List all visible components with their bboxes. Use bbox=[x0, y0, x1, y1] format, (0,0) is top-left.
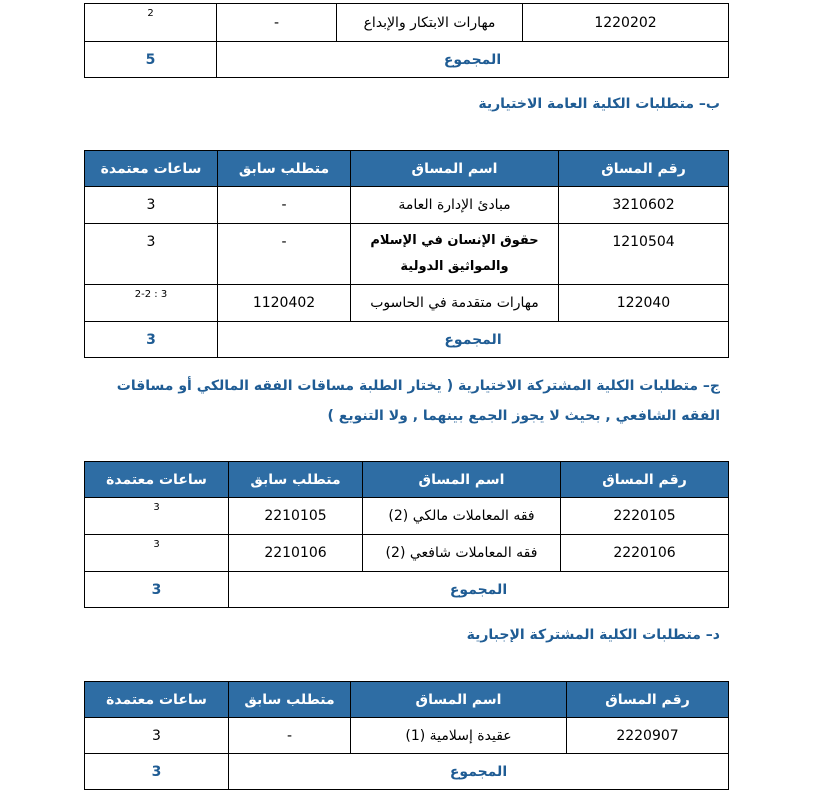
course-code: 2220907 bbox=[567, 718, 729, 754]
total-label: المجموع bbox=[217, 42, 729, 78]
total-label: المجموع bbox=[229, 572, 729, 608]
header-prerequisite: متطلب سابق bbox=[229, 462, 363, 498]
total-value: 3 bbox=[85, 754, 229, 790]
prerequisite: - bbox=[218, 187, 351, 224]
course-code: 1210504 bbox=[559, 224, 729, 285]
section-b-heading: ب– متطلبات الكلية العامة الاختيارية bbox=[478, 96, 720, 112]
total-value: 3 bbox=[85, 322, 218, 358]
credit-hours: 3 bbox=[85, 187, 218, 224]
course-name bbox=[351, 224, 559, 285]
credit-hours: 3 bbox=[85, 535, 229, 572]
section-d-heading: د– متطلبات الكلية المشتركة الإجبارية bbox=[466, 627, 720, 643]
course-code: 1220202 bbox=[523, 4, 729, 42]
total-label: المجموع bbox=[218, 322, 729, 358]
credit-hours: 3 bbox=[85, 718, 229, 754]
table-header-row bbox=[85, 682, 729, 718]
course-name: مهارات متقدمة في الحاسوب bbox=[351, 285, 559, 322]
course-name-line-2: والمواثيق الدولية bbox=[400, 259, 509, 274]
prerequisite: - bbox=[229, 718, 351, 754]
course-code: 122040 bbox=[559, 285, 729, 322]
course-name: مبادئ الإدارة العامة bbox=[351, 187, 559, 224]
course-code: 2220106 bbox=[561, 535, 729, 572]
prerequisite: - bbox=[218, 224, 351, 285]
course-name: فقه المعاملات مالكي (2) bbox=[363, 498, 561, 535]
table-row bbox=[85, 187, 729, 224]
header-course-code: رقم المساق bbox=[567, 682, 729, 718]
total-value: 5 bbox=[85, 42, 217, 78]
table-0 bbox=[84, 3, 729, 78]
header-course-name: اسم المساق bbox=[351, 682, 567, 718]
header-prerequisite: متطلب سابق bbox=[229, 682, 351, 718]
header-course-name: اسم المساق bbox=[363, 462, 561, 498]
header-prerequisite: متطلب سابق bbox=[218, 151, 351, 187]
total-row bbox=[85, 572, 729, 608]
credit-hours: 2 bbox=[85, 4, 217, 42]
total-row bbox=[85, 754, 729, 790]
course-name: عقيدة إسلامية (1) bbox=[351, 718, 567, 754]
table-section-b bbox=[84, 150, 729, 358]
header-credit-hours: ساعات معتمدة bbox=[85, 151, 218, 187]
section-c-heading-line-1: ج– متطلبات الكلية المشتركة الاختيارية ( يختار الطلبة مساقات الفقه المالكي أو مساقات bbox=[116, 378, 720, 394]
table-header-row bbox=[85, 462, 729, 498]
header-course-name: اسم المساق bbox=[351, 151, 559, 187]
credit-hours: 3 bbox=[85, 498, 229, 535]
total-row bbox=[85, 322, 729, 358]
total-row bbox=[85, 42, 729, 78]
total-value: 3 bbox=[85, 572, 229, 608]
table-row bbox=[85, 718, 729, 754]
credit-hours: 3 bbox=[85, 224, 218, 285]
table-row bbox=[85, 498, 729, 535]
prerequisite: 2210106 bbox=[229, 535, 363, 572]
table-section-d bbox=[84, 681, 729, 790]
table-row bbox=[85, 4, 729, 42]
course-code: 2220105 bbox=[561, 498, 729, 535]
section-c-heading-line-2: الفقه الشافعي , بحيث لا يجوز الجمع بينهما , ولا التنويع ) bbox=[327, 408, 720, 424]
header-course-code: رقم المساق bbox=[561, 462, 729, 498]
table-row bbox=[85, 535, 729, 572]
course-name-line-1: حقوق الإنسان في الإسلام bbox=[370, 233, 539, 248]
table-row bbox=[85, 224, 729, 285]
prerequisite: - bbox=[217, 4, 337, 42]
total-label: المجموع bbox=[229, 754, 729, 790]
header-credit-hours: ساعات معتمدة bbox=[85, 462, 229, 498]
header-course-code: رقم المساق bbox=[559, 151, 729, 187]
credit-hours: 3 : 2-2 bbox=[85, 285, 218, 322]
header-credit-hours: ساعات معتمدة bbox=[85, 682, 229, 718]
course-code: 3210602 bbox=[559, 187, 729, 224]
course-name: فقه المعاملات شافعي (2) bbox=[363, 535, 561, 572]
table-section-c bbox=[84, 461, 729, 608]
table-row bbox=[85, 285, 729, 322]
course-name: مهارات الابتكار والإبداع bbox=[337, 4, 523, 42]
prerequisite: 2210105 bbox=[229, 498, 363, 535]
table-header-row bbox=[85, 151, 729, 187]
prerequisite: 1120402 bbox=[218, 285, 351, 322]
section-c-heading bbox=[90, 371, 720, 431]
